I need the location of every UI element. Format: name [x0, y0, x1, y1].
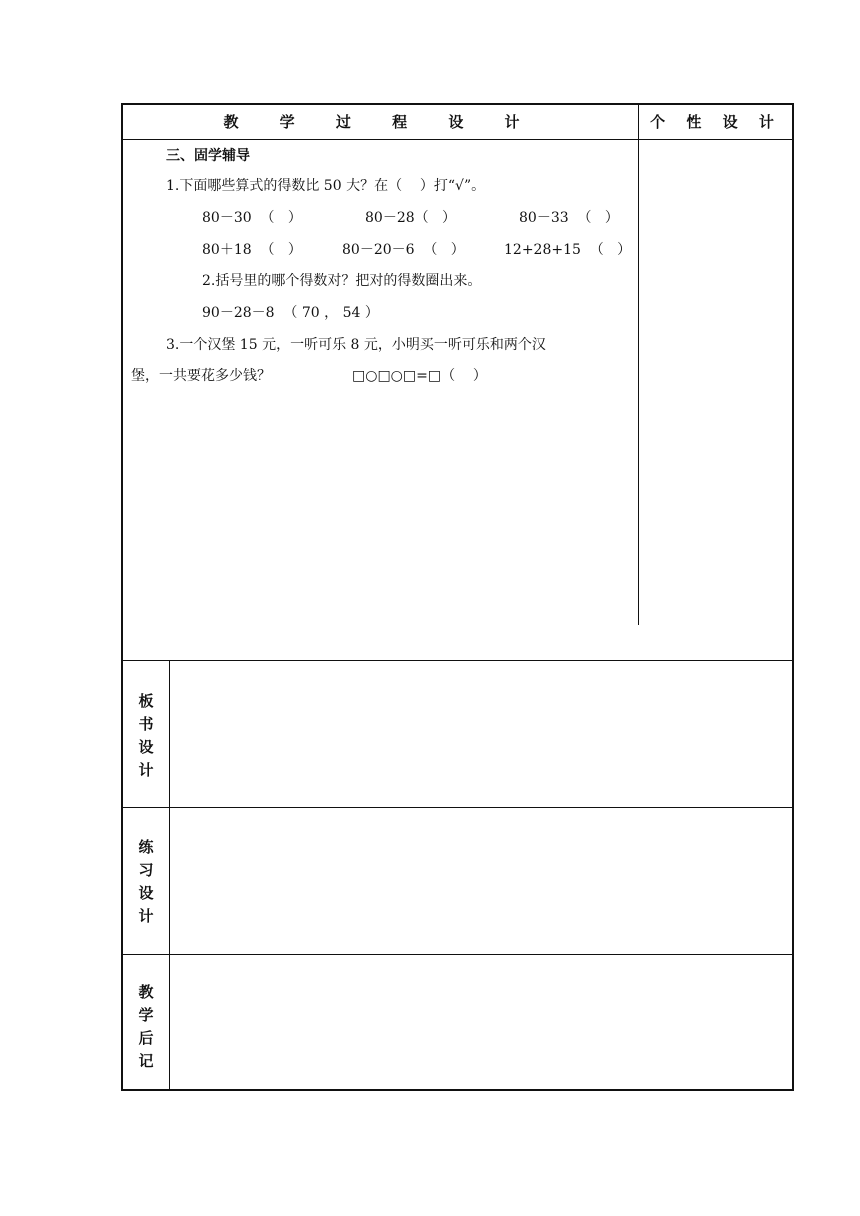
question-3-line-1: 3.一个汉堡 15 元，一听可乐 8 元，小明买一听可乐和两个汉 [166, 337, 546, 353]
question-1: 1.下面哪些算式的得数比 50 大？在（ ）打“√”。 [166, 178, 486, 194]
row-label-board-design: 板 书 设 计 [138, 692, 154, 779]
question-2: 2.括号里的哪个得数对？把对的得数圈出来。 [202, 273, 482, 289]
column-divider [638, 105, 639, 625]
q1-item: 80－20－6 （ ） [342, 242, 465, 258]
question-3-answer-template: □○□○□=□（ ） [352, 368, 487, 384]
label-column-divider [169, 660, 170, 1091]
lesson-plan-table [121, 103, 794, 1091]
row-divider [123, 660, 792, 661]
header-divider [123, 139, 792, 140]
header-teaching-process: 教 学 过 程 设 计 [223, 113, 538, 131]
q1-item: 80－28（ ） [365, 210, 456, 226]
row-label-practice-design: 练 习 设 计 [138, 838, 154, 925]
q1-item: 80－33 （ ） [519, 210, 619, 226]
section-title: 三、固学辅导 [166, 148, 250, 164]
row-divider [123, 954, 792, 955]
q1-item: 12+28+15 （ ） [504, 242, 632, 258]
question-3-line-2: 堡，一共要花多少钱？ [131, 368, 271, 384]
row-divider [123, 807, 792, 808]
q2-expression: 90－28－8 （ 70 ， 54 ） [202, 305, 379, 321]
q1-item: 80－30 （ ） [202, 210, 302, 226]
row-label-teaching-notes: 教 学 后 记 [138, 983, 154, 1070]
q1-item: 80＋18 （ ） [202, 242, 302, 258]
header-personal-design: 个 性 设 计 [650, 113, 782, 131]
